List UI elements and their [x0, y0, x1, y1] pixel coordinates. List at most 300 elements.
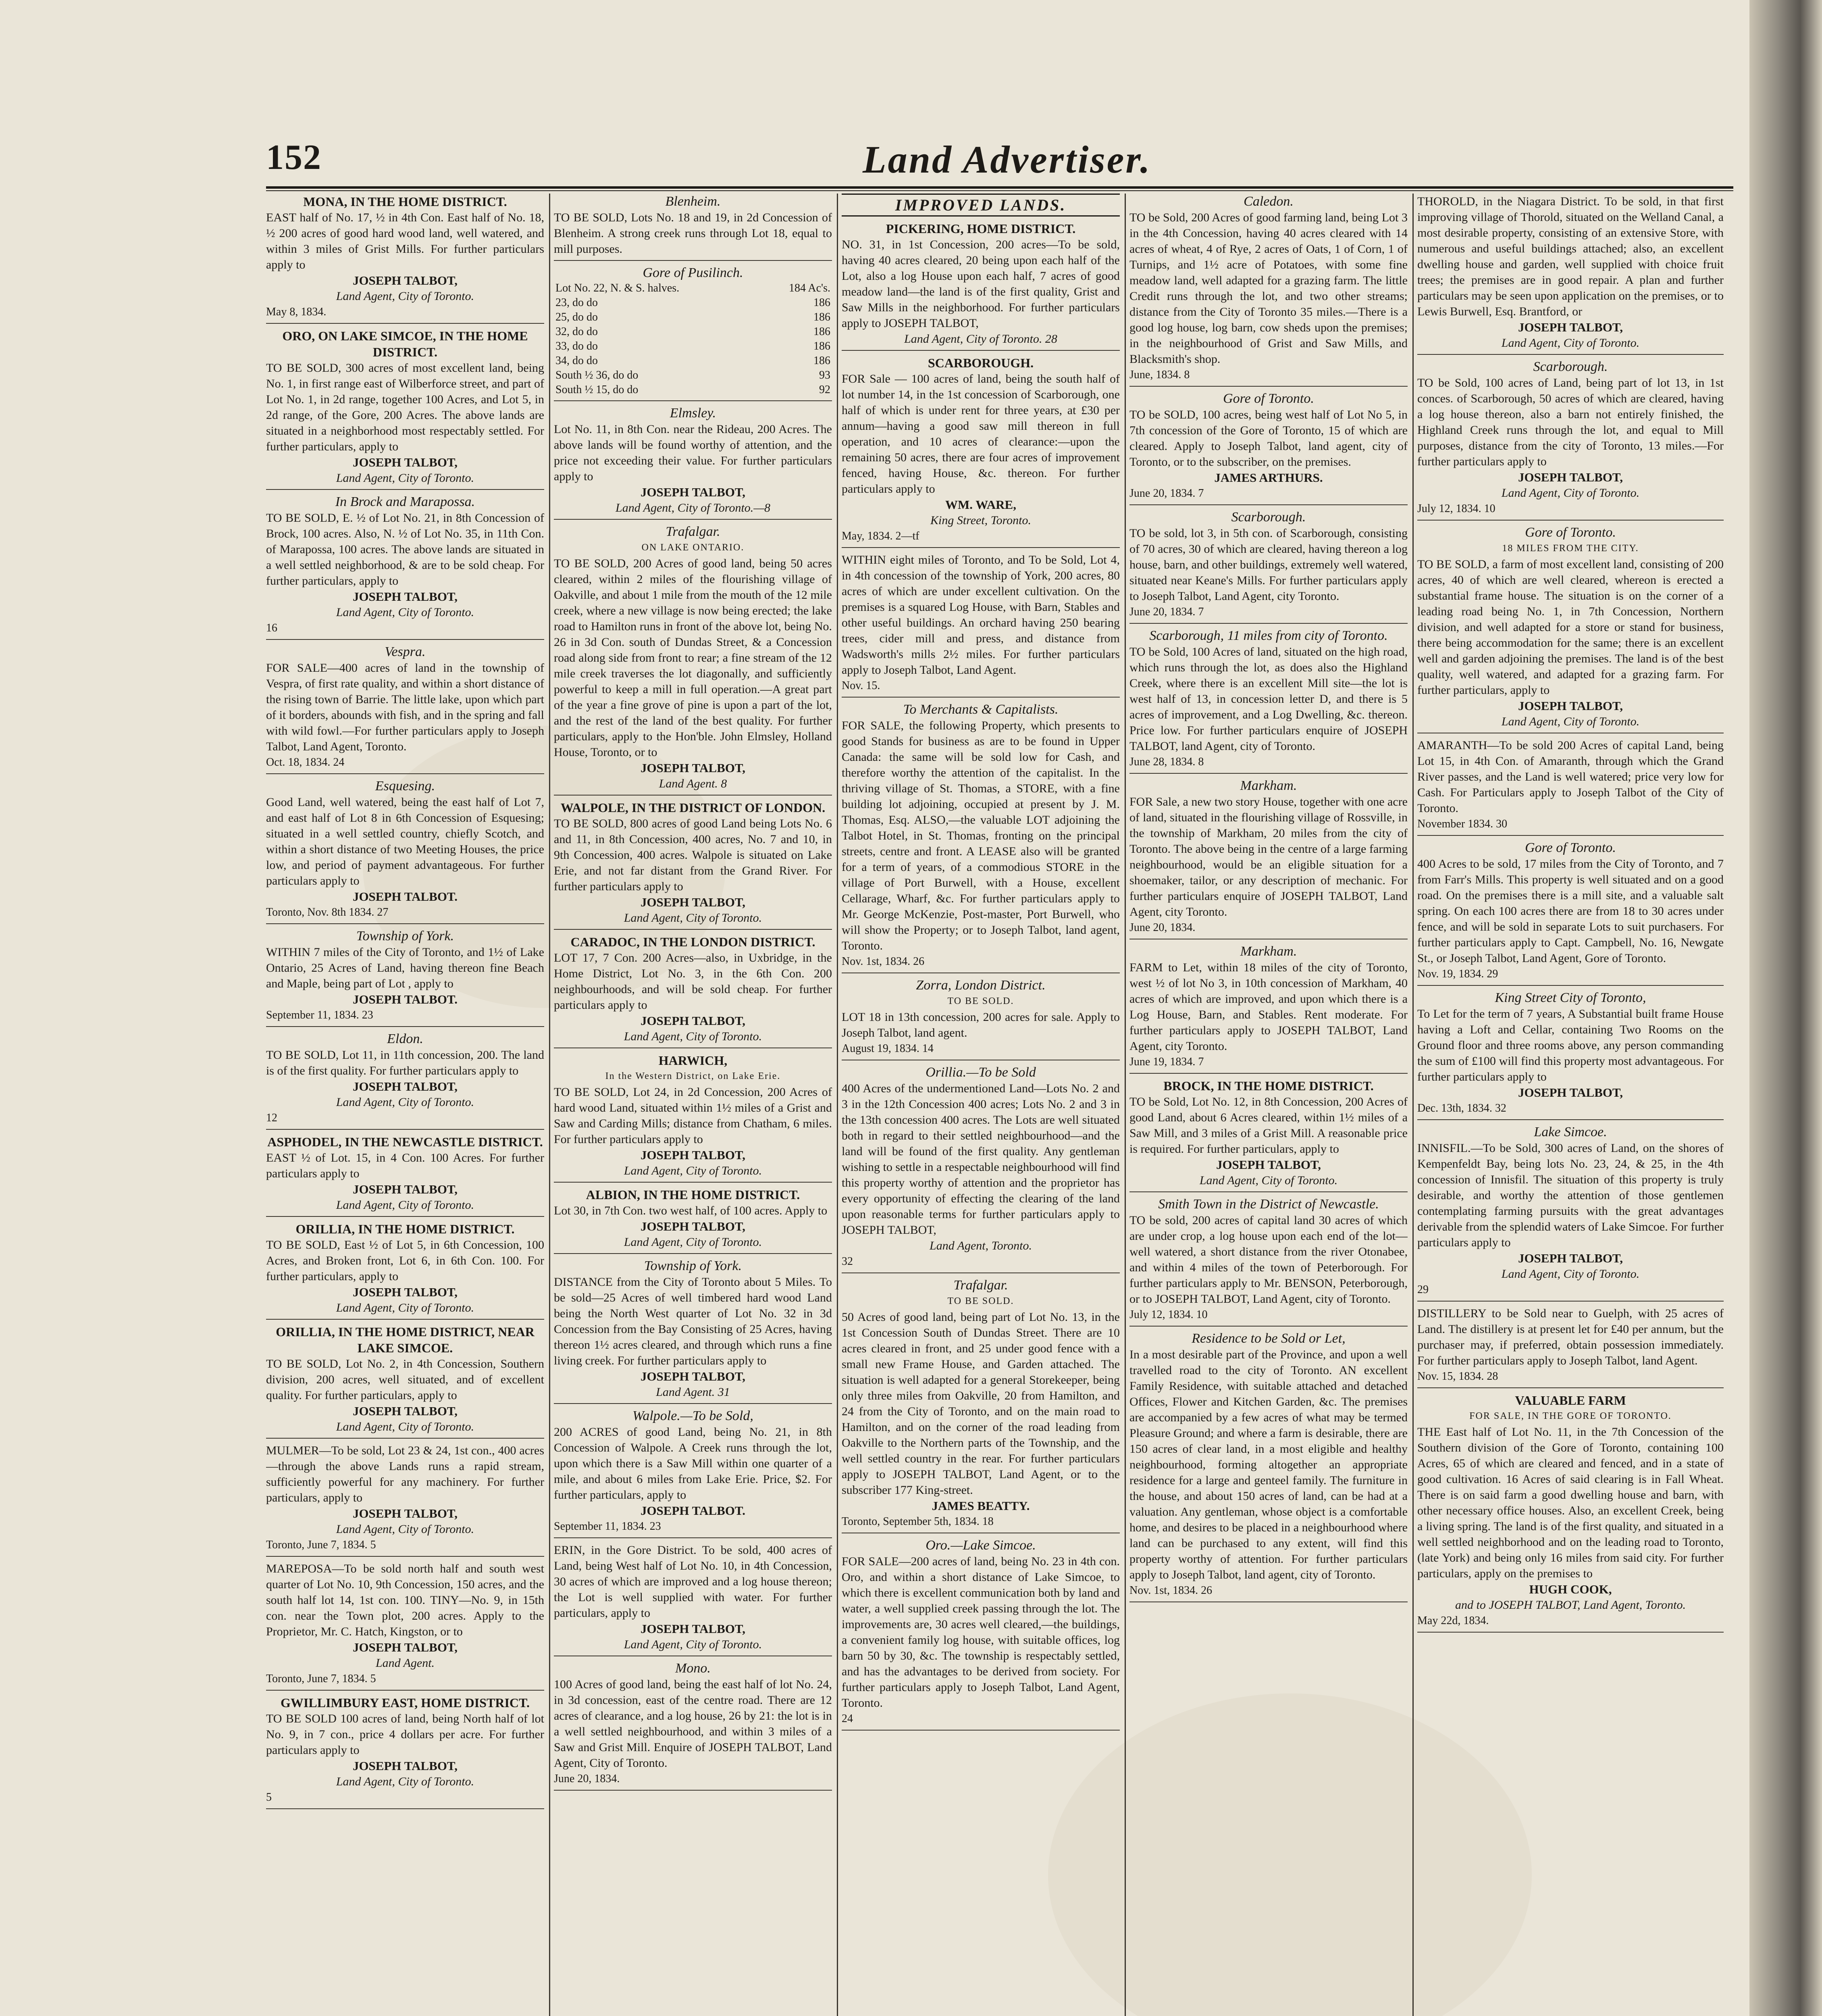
advertisement [266, 328, 544, 486]
running-title: Land Advertiser. [863, 138, 1152, 181]
advertisement [842, 1277, 1120, 1529]
advertisement [266, 494, 544, 636]
ad-agent-line: Land Agent, City of Toronto. [336, 1301, 474, 1314]
ad-agent-line: Land Agent, City of Toronto. [1501, 486, 1640, 500]
advertisement [842, 194, 1120, 347]
ad-agent-line: Land Agent, City of Toronto. [624, 911, 762, 925]
lot-cell: South ½ 36, do do [555, 369, 639, 381]
ad-separator [1129, 386, 1408, 387]
lot-cell: 23, do do [555, 296, 598, 309]
ad-title: Residence to be Sold or Let, [1192, 1331, 1346, 1346]
ad-title: Eldon. [387, 1031, 423, 1046]
advertisement [1129, 628, 1408, 770]
advertisement [554, 524, 832, 791]
ad-body: TO BE SOLD, E. ½ of Lot No. 21, in 8th Concession of Brock, 100 acres. Also, N. ½ of Lot No. 35, in 11th Con. of Marapossa, 100 acres. The above lands are situated in a well settled neighborhood, & are to be sold cheap. For further particulars, apply to [266, 511, 544, 587]
ad-title: Oro.—Lake Simcoe. [926, 1538, 1036, 1553]
ad-separator [554, 260, 832, 261]
masthead [266, 137, 1741, 185]
ad-agent-line: Land Agent, City of Toronto. [624, 1235, 762, 1249]
ad-date-line: June 19, 1834. 7 [1129, 1056, 1204, 1068]
ad-date-line: Nov. 15, 1834. 28 [1417, 1370, 1498, 1383]
lot-cell: 93 [819, 369, 830, 381]
ad-body: TO be Sold, 100 Acres of land, situated on the high road, which runs through the lot, as does also the Highland Creek, where there is an excellent Mill site—the lot is west half of 13, in concession letter D, and there is 5 acres of improvement, and a Log Dwelling, &c. thereon. Price low. For further particulars enquire of JOSEPH TALBOT, land Agent, city of Toronto. [1129, 645, 1408, 753]
ad-title: PICKERING, HOME DISTRICT. [886, 221, 1076, 236]
ad-subtitle: 18 MILES FROM THE CITY. [1502, 543, 1639, 554]
lot-cell: 186 [813, 311, 830, 323]
ad-separator [1417, 835, 1724, 836]
ad-body: WITHIN eight miles of Toronto, and To be Sold, Lot 4, in 4th concession of the township of York, 200 acres, 80 acres of which are under excellent cultivation. On the premises is a squared Log House, with Barn, Stables and other useful buildings. An orchard having 250 bearing trees, cider mill and press, and distance from Wadsworth's mills 2½ miles. For further particulars apply to Joseph Talbot, Land Agent. [842, 553, 1120, 677]
ad-date-line: Toronto, Nov. 8th 1834. 27 [266, 906, 389, 918]
ad-title: Gore of Toronto. [1525, 525, 1616, 540]
ad-title: Elmsley. [670, 406, 716, 421]
lot-cell: 184 Ac's. [788, 282, 830, 294]
lot-cell: 34, do do [555, 354, 598, 367]
ad-date-line: September 11, 1834. 23 [266, 1009, 373, 1021]
page-number: 152 [266, 138, 322, 177]
ad-separator [1417, 354, 1724, 355]
ad-separator [1129, 1326, 1408, 1327]
ad-signature: WM. WARE, [945, 498, 1016, 512]
ad-subtitle: TO BE SOLD. [947, 1296, 1014, 1306]
ad-title: Esquesing. [375, 779, 435, 793]
ad-body: DISTILLERY to be Sold near to Guelph, with 25 acres of Land. The distillery is at present let for £40 per annum, but the purchaser may, if preferred, obtain possession immediately. For further particulars apply to Joseph Talbot, land Agent. [1417, 1307, 1724, 1367]
ad-separator [266, 1129, 544, 1130]
ad-body: TO BE SOLD, 800 acres of good Land being Lots No. 6 and 11, in 8th Concession, 400 acres, No. 7 and 10, in 9th Concession, 400 acres. Walpole is situated on Lake Erie, and not far distant from the Grand River. For further particulars apply to [554, 817, 832, 893]
ad-title: Zorra, London District. [916, 978, 1046, 993]
ad-separator [554, 1253, 832, 1254]
column-3 [842, 194, 1120, 2016]
ad-body: TO be sold, lot 3, in 5th con. of Scarborough, consisting of 70 acres, 30 of which are cleared, having thereon a log house, barn, and other buildings, extremely well watered, situated near Keane's Mills. For further particulars apply to Joseph Talbot, Land Agent, city Toronto. [1129, 527, 1408, 603]
ad-title: Scarborough. [1533, 359, 1608, 374]
ad-date-line: November 1834. 30 [1417, 818, 1508, 830]
ad-body: TO be Sold, Lot No. 12, in 8th Concession, 200 Acres of good Land, about 6 Acres cleared, within 1½ miles of a Saw Mill, and 3 miles of a Grist Mill. A reasonable price is required. For further particulars, apply to [1129, 1095, 1408, 1156]
ad-body: TO BE SOLD, a farm of most excellent land, consisting of 200 acres, 40 of which are well cleared, whereon is erected a substantial frame house. The situation is on the corner of a leading road being No. 1, in 7th Concession, Northern division, and well adapted for a store or stand for business, there being accommodation for the same; there is an excellent well and garden adjoining the premises. The land is of the best quality, well watered, and adapted for a grazing farm. For further particulars, apply to [1417, 558, 1724, 697]
advertisement [842, 1537, 1120, 1727]
ad-date-line: 24 [842, 1712, 853, 1725]
ad-date-line: Dec. 13th, 1834. 32 [1417, 1102, 1506, 1114]
column-rule [549, 194, 550, 2016]
ad-date-line: Toronto, September 5th, 1834. 18 [842, 1515, 994, 1528]
advertisement [1129, 194, 1408, 383]
ad-title: Gore of Toronto. [1525, 840, 1616, 855]
ad-title: Walpole.—To be Sold, [632, 1408, 753, 1423]
ad-body: FOR Sale — 100 acres of land, being the south half of lot number 14, in the 1st concession of Scarborough, one half of which is under rent for three years, at £30 per annum—having a good saw mill thereon in full operation, and 10 acres of clearance:—upon the remaining 50 acres, there are four acres of improvement fenced, having House, &c. thereon. For further particulars apply to [842, 372, 1120, 496]
advertisement [1129, 943, 1408, 1070]
advertisement [1417, 840, 1724, 982]
ad-date-line: June 28, 1834. 8 [1129, 756, 1204, 768]
ad-body: INNISFIL.—To be Sold, 300 acres of Land, on the shores of Kempenfeldt Bay, being lots No. 23, 24, & 25, in the 4th concession of Innisfil. The situation of this property is truly desirable, and worthy the attention of those gentlemen contemplating farming pursuits with the great advantages derivable from the splendid waters of Lake Simcoe. For further particulars apply to [1417, 1141, 1724, 1249]
lot-cell: 25, do do [555, 311, 598, 323]
ad-signature: JOSEPH TALBOT, [352, 1182, 458, 1196]
advertisement [266, 1031, 544, 1126]
ad-title: ORO, ON LAKE SIMCOE, IN THE HOME DISTRICT. [282, 329, 528, 359]
ad-date-line: 12 [266, 1112, 277, 1124]
ad-title: Markham. [1240, 778, 1297, 793]
ad-date-line: August 19, 1834. 14 [842, 1042, 934, 1055]
lot-cell: 186 [813, 340, 830, 352]
ad-date-line: June 20, 1834. 7 [1129, 487, 1204, 500]
ad-body: 400 Acres to be sold, 17 miles from the City of Toronto, and 7 from Farr's Mills. This property is well situated and on a good road. On the premises there is a mill site, and a valuable salt spring. On each 100 acres there are from 18 to 30 acres under fence, and will be sold in separate Lots to suit purchasers. For further particulars apply to Capt. Campbell, No. 16, Newgate St., or Joseph Talbot, Land Agent, Gore of Toronto. [1417, 857, 1724, 965]
ad-agent-line: Land Agent. 31 [656, 1385, 730, 1399]
ad-body: MULMER—To be sold, Lot 23 & 24, 1st con., 400 acres—through the above Lands runs a rapid stream, sufficiently powerful for any machinery. For further particulars, apply to [266, 1444, 544, 1504]
ad-body: ERIN, in the Gore District. To be sold, 400 acres of Land, being West half of Lot No. 10, in 4th Concession, 30 acres of which are improved and a log house thereon; the Lot is well supplied with water. For further particulars, apply to [554, 1543, 832, 1620]
ad-body: To Let for the term of 7 years, A Substantial built frame House having a Loft and Cellar, containing Two Rooms on the Ground floor and three rooms above, any person commanding the sum of £100 will find this property most advantageous. For further particulars apply to [1417, 1007, 1724, 1083]
ad-agent-line: Land Agent, City of Toronto. [336, 471, 474, 485]
ad-separator [1417, 1119, 1724, 1120]
lot-row [554, 310, 832, 325]
ad-signature: JOSEPH TALBOT. [640, 1504, 746, 1518]
ad-date-line: Toronto, June 7, 1834. 5 [266, 1539, 376, 1551]
advertisement [266, 644, 544, 770]
ad-separator [554, 795, 832, 796]
ad-separator [842, 547, 1120, 548]
ad-separator [554, 1182, 832, 1183]
ad-title: Blenheim. [665, 194, 721, 209]
ad-body: LOT 17, 7 Con. 200 Acres—also, in Uxbridge, in the Home District, Lot No. 3, in the 6th Con. 200 neighbourhoods, and will be sold cheap. For further particulars apply to [554, 951, 832, 1012]
ad-title: Gore of Pusilinch. [643, 265, 743, 280]
ad-date-line: June, 1834. 8 [1129, 369, 1190, 381]
lot-cell: 33, do do [555, 340, 598, 352]
ad-agent-line: Land Agent, City of Toronto. [624, 1164, 762, 1177]
ad-title: Vespra. [385, 644, 426, 659]
ad-date-line: May 22d, 1834. [1417, 1614, 1489, 1627]
ad-agent-line: Land Agent, City of Toronto. 28 [904, 332, 1057, 346]
lot-cell: 186 [813, 325, 830, 338]
advertisement [842, 702, 1120, 969]
lot-cell: 186 [813, 296, 830, 309]
ad-agent-line: Land Agent, City of Toronto. [336, 1095, 474, 1109]
ad-separator [266, 1690, 544, 1691]
ad-separator [266, 1026, 544, 1027]
ad-title: Mono. [675, 1661, 711, 1676]
column-1 [266, 194, 544, 2016]
ad-body: FOR Sale, a new two story House, together with one acre of land, situated in the flourishing village of Rossville, in the township of Markham, 20 miles from the city of Toronto. The above being in the centre of a large farming neighbourhood, would be an eligible situation for a shoemaker, tailor, or any description of mechanic. For further particulars enquire of JOSEPH TALBOT, Land Agent, city Toronto. [1129, 795, 1408, 918]
ad-agent-line: Land Agent, City of Toronto. [336, 1420, 474, 1433]
ad-signature: JOSEPH TALBOT, [640, 485, 746, 499]
ad-agent-line: Land Agent, City of Toronto. [1199, 1174, 1338, 1187]
ad-body: FOR SALE—200 acres of land, being No. 23 in 4th con. Oro, and within a short distance of Lake Simcoe, to which there is excellent communication both by land and water, a well supplied creek passing through the lot. The improvements are, 30 acres well cleared,—the buildings, a convenient family log house, with suitable offices, log barn 50 by 30, &c. The township is respectably settled, and has the advantages to be derived from society. For further particulars apply to Joseph Talbot, Land Agent, Toronto. [842, 1555, 1120, 1710]
advertisement [266, 928, 544, 1023]
ad-subtitle: ON LAKE ONTARIO. [641, 542, 745, 553]
column-5 [1417, 194, 1724, 2016]
advertisement [1129, 391, 1408, 501]
ad-separator [842, 350, 1120, 351]
ad-title: Lake Simcoe. [1534, 1125, 1607, 1139]
ad-body: Lot 30, in 7th Con. two west half, of 100 acres. Apply to [554, 1204, 828, 1217]
ad-signature: JOSEPH TALBOT, [1518, 1085, 1623, 1100]
column-4 [1129, 194, 1408, 2016]
ad-agent-line: Land Agent, City of Toronto. [1501, 1267, 1640, 1281]
ad-subtitle: TO BE SOLD. [947, 996, 1014, 1006]
ad-title: VALUABLE FARM [1515, 1393, 1626, 1408]
ad-body: EAST half of No. 17, ½ in 4th Con. East half of No. 18, ½ 200 acres of good hard wood land, well watered, and within 3 miles of Grist Mills. For further particulars apply to [266, 211, 544, 271]
lot-row [554, 383, 832, 397]
ad-separator [266, 323, 544, 324]
ad-title: WALPOLE, IN THE DISTRICT OF LONDON. [560, 800, 826, 815]
ad-body: FOR SALE, the following Property, which presents to good Stands for business as are to be found in Upper Canada: the same will be sold low for Cash, and therefore worthy the attention of the capitalist. In the thriving village of St. Thomas, a STORE, with a fine building lot adjoining, occupied at present by J. M. Thomas, Esq. ALSO,—the valuable LOT adjoining the Talbot Hotel, in St. Thomas, fronting on the principal streets, centre and front. A LEASE also will be granted for a term of years, of a commodious STORE in the village of Port Burwell, with a House, excellent Cellarage, Wharf, &c. For further particulars apply to Mr. George McKenzie, Post-master, Port Burwell, who will show the Property; or to Joseph Talbot, land agent, Toronto. [842, 719, 1120, 952]
ad-title: SCARBOROUGH. [928, 356, 1034, 370]
ad-separator [266, 1216, 544, 1217]
ad-title: Caledon. [1244, 194, 1294, 209]
ad-agent-line: Land Agent. [375, 1656, 435, 1670]
ad-signature: JOSEPH TALBOT, [352, 1759, 458, 1773]
ad-title: BROCK, IN THE HOME DISTRICT. [1163, 1079, 1374, 1093]
ad-separator [266, 639, 544, 640]
advertisement [1129, 778, 1408, 935]
ad-title: ORILLIA, IN THE HOME DISTRICT. [295, 1222, 515, 1236]
ad-title: HARWICH, [658, 1053, 728, 1068]
ad-body: EAST ½ of Lot. 15, in 4 Con. 100 Acres. For further particulars apply to [266, 1151, 544, 1180]
lot-cell: 32, do do [555, 325, 598, 338]
ad-separator [1129, 504, 1408, 505]
ad-signature: JOSEPH TALBOT, [1518, 320, 1623, 334]
ad-title: CARADOC, IN THE LONDON DISTRICT. [570, 935, 815, 949]
ad-title: Trafalgar. [953, 1278, 1008, 1293]
ad-body: TO BE SOLD, 200 Acres of good land, being 50 acres cleared, within 2 miles of the flourishing village of Oakville, and about 1 mile from the mouth of the 12 mile creek, where a new village is now being erected; the lake road to Hamilton runs in front of the above lot, being No. 26 in 3d Con. south of Dundas Street, & a Concession road along side from front to rear; a fine stream of the 12 mile creek traverses the lot diagonally, and sufficiently powerful to keep a mill in full operation.—A great part of the year a fine grove of pine is upon a part of the lot, and the rest of the land of the best quality. For further particulars, apply to the Hon'ble. John Elmsley, Holland House, Toronto, or to [554, 557, 832, 759]
ad-agent-line: King Street, Toronto. [930, 514, 1032, 527]
advertisement [1417, 737, 1724, 832]
ad-agent-line: Land Agent, City of Toronto. [624, 1638, 762, 1651]
ad-separator [842, 1272, 1120, 1273]
advertisement [554, 800, 832, 926]
advertisement [1129, 509, 1408, 620]
ad-title: Smith Town in the District of Newcastle. [1158, 1197, 1379, 1212]
ad-agent-line: Land Agent, City of Toronto. [336, 1775, 474, 1788]
ad-date-line: Nov. 1st, 1834. 26 [842, 955, 925, 968]
ad-signature: JOSEPH TALBOT, [640, 1219, 746, 1233]
ad-signature: JOSEPH TALBOT, [1518, 1251, 1623, 1265]
ad-body: TO be sold, 200 acres of capital land 30 acres of which are under crop, a log house upon each end of the lot—well watered, a short distance from the river Otonabee, and within 4 miles of the town of Peterborough. For further particulars apply to Mr. BENSON, Peterborough, or to JOSEPH TALBOT, Land Agent, city of Toronto. [1129, 1214, 1408, 1306]
advertisement [1417, 990, 1724, 1116]
ad-separator [554, 1403, 832, 1404]
ad-signature: JOSEPH TALBOT, [640, 761, 746, 775]
advertisement [554, 1052, 832, 1179]
advertisement [554, 1187, 832, 1250]
advertisement [554, 405, 832, 516]
advertisement [1417, 1306, 1724, 1384]
ad-body: TO BE SOLD 100 acres of land, being North half of lot No. 9, in 7 con., price 4 dollars per acre. For further particulars apply to [266, 1712, 544, 1757]
advertisement [1417, 525, 1724, 729]
ad-agent-line: Land Agent, City of Toronto. [336, 1522, 474, 1536]
ad-date-line: July 12, 1834. 10 [1417, 502, 1495, 515]
ad-separator [554, 929, 832, 930]
ad-separator [266, 489, 544, 490]
ad-signature: JOSEPH TALBOT, [640, 1622, 746, 1636]
ad-signature: JOSEPH TALBOT, [640, 895, 746, 909]
ad-signature: JOSEPH TALBOT, [352, 1079, 458, 1093]
masthead-rule [266, 186, 1733, 189]
ad-agent-line: Land Agent, City of Toronto. [1501, 715, 1640, 728]
advertisement [842, 1064, 1120, 1269]
advertisement [842, 977, 1120, 1056]
ad-separator [266, 923, 544, 924]
ad-separator [1129, 773, 1408, 774]
ad-body: TO be Sold, 100 acres of Land, being part of lot 13, in 1st conces. of Scarborough, 50 acres of which are cleared, having a log house thereon, also a barn not entirely finished, the Highland Creek runs through the lot, and equal to Mill purposes, distance from the city of Toronto, 13 miles.—For further particulars apply to [1417, 376, 1724, 468]
ad-title: GWILLIMBURY EAST, HOME DISTRICT. [281, 1695, 530, 1710]
ad-title: Scarborough, 11 miles from city of Toronto. [1149, 628, 1388, 643]
ad-body: THE East half of Lot No. 11, in the 7th Concession of the Southern division of the Gore of Toronto, containing 100 Acres, 65 of which are cleared and fenced, and in a state of good cultivation. 16 Acres of said clearing is in Fall Wheat. There is on said farm a good dwelling house and barn, with other necessary office houses. Also, an excellent Creek, being a living spring. The land is of the first quality, and situated in a well settled neighborhood and on the leading road to Toronto, (late York) and being only 16 miles from said city. For further particulars, apply on the premises to [1417, 1425, 1724, 1580]
ad-separator [266, 1556, 544, 1557]
ad-title: Township of York. [356, 929, 454, 943]
ad-title: Township of York. [644, 1258, 742, 1273]
lot-row [554, 339, 832, 354]
ad-agent-line: Land Agent, City of Toronto. [336, 1198, 474, 1212]
ad-signature: JOSEPH TALBOT, [640, 1369, 746, 1383]
ad-date-line: June 20, 1834. [554, 1772, 620, 1785]
advertisement [554, 1542, 832, 1652]
ad-body: Lot No. 11, in 8th Con. near the Rideau, 200 Acres. The above lands will be found worthy of attention, and the price not exceeding their value. For further particulars apply to [554, 423, 832, 483]
ad-date-line: July 12, 1834. 10 [1129, 1308, 1208, 1321]
ad-separator [1129, 623, 1408, 624]
advertisement [1417, 1124, 1724, 1297]
ad-body: LOT 18 in 13th concession, 200 acres for sale. Apply to Joseph Talbot, land agent. [842, 1010, 1120, 1039]
ad-separator [554, 519, 832, 520]
advertisement [266, 1134, 544, 1213]
ad-signature: JOSEPH TALBOT, [352, 1640, 458, 1654]
ad-agent-line: Land Agent, City of Toronto.—8 [616, 501, 770, 514]
ad-signature: JAMES ARTHURS. [1214, 471, 1323, 485]
ad-title: Gore of Toronto. [1223, 391, 1314, 406]
ad-title: ALBION, IN THE HOME DISTRICT. [586, 1187, 800, 1202]
ad-body: MAREPOSA—To be sold north half and south west quarter of Lot No. 10, 9th Concession, 150 acres, and the south half lot 14, 1st con. 100. TINY—No. 9, in 15th con. near the Town plot, 200 acres. Apply to the Proprietor, Mr. C. Hatch, Kingston, or to [266, 1562, 544, 1638]
ad-body: TO BE SOLD, Lot 24, in 2d Concession, 200 Acres of hard wood Land, situated within 1½ miles of a Grist and Saw and Carding Mills; distance from Chatham, 6 miles. For further particulars apply to [554, 1085, 832, 1146]
advertisement [1129, 1196, 1408, 1322]
column-rule [837, 194, 838, 2016]
advertisement [842, 355, 1120, 544]
ad-body: 400 Acres of the undermentioned Land—Lots No. 2 and 3 in the 12th Concession 400 acres; Lots No. 2 and 3 in the 13th concession 400 acres. The Lots are well situated both in regard to their settled neighbourhood—and the land will be found of the first quality. Any gentleman wishing to settle in a respectable neighbourhood will find this property worthy of attention and the proprietor has every opportunity of effecting the clearing of the land upon reasonable terms for further particulars apply to JOSEPH TALBOT, [842, 1082, 1120, 1237]
ad-body: TO BE SOLD, 300 acres of most excellent land, being No. 1, in first range east of Wilberforce street, and part of Lot No. 1, in 2d range, together 100 Acres, and Lot 5, in 2d range, of the Gore, 200 Acres. The above lands are situated in a neighborhood most respectably settled. For further particulars, apply to [266, 361, 544, 453]
column-2 [554, 194, 832, 2016]
ad-signature: JOSEPH TALBOT. [352, 889, 458, 904]
advertisement [1417, 1392, 1724, 1629]
ad-date-line: 16 [266, 622, 277, 634]
lot-row [554, 296, 832, 310]
ad-body: 200 ACRES of good Land, being No. 21, in 8th Concession of Walpole. A Creek runs through the lot, upon which there is a Saw Mill within one quarter of a mile, and about 6 miles from Lake Erie. Price, $2. For further particulars, apply to [554, 1425, 832, 1502]
ad-agent-line: Land Agent, City of Toronto. [336, 606, 474, 619]
advertisement [1417, 194, 1724, 351]
ad-body: FARM to Let, within 18 miles of the city of Toronto, west ½ of lot No 3, in 10th concession of Markham, 40 acres of which are improved, and upon which there is a Log House, Barn, and Stables. Rent moderate. For further particulars apply to JOSEPH TALBOT, Land Agent, city Toronto. [1129, 961, 1408, 1053]
advertisement [1417, 359, 1724, 516]
ad-date-line: June 20, 1834. [1129, 921, 1196, 934]
ad-date-line: June 20, 1834. 7 [1129, 606, 1204, 618]
ad-title: MONA, IN THE HOME DISTRICT. [303, 194, 507, 209]
ad-separator [554, 1537, 832, 1538]
ad-signature: JOSEPH TALBOT, [352, 1506, 458, 1520]
lot-table [554, 281, 832, 397]
ad-separator [842, 1730, 1120, 1731]
ad-body: TO BE SOLD, Lots No. 18 and 19, in 2d Concession of Blenheim. A strong creek runs through Lot 18, equal to mill purposes. [554, 211, 832, 256]
page-binding-edge [1749, 0, 1822, 2016]
ad-body: TO be SOLD, 100 acres, being west half of Lot No 5, in 7th concession of the Gore of Toronto, 15 of which are cleared. Apply to Joseph Talbot, land agent, city of Toronto, or to the subscriber, on the premises. [1129, 408, 1408, 469]
ad-title: Markham. [1240, 944, 1297, 959]
lot-cell: South ½ 15, do do [555, 383, 639, 396]
ad-body: TO be Sold, 200 Acres of good farming land, being Lot 3 in the 4th Concession, having 40 acres cleared with 14 acres of wheat, 4 of Rye, 2 acres of Oats, 1 of Corn, 1 of Turnips, and 1½ acre of Potatoes, with some fine meadow land, well adapted for a grazing farm. The little Credit runs through the lot, and two other streams; distance from the City of Toronto 35 miles.—There is a good log house, log barn, cow sheds upon the premises; in the neighbourhood of Grist and Saw Mills, and Blacksmith's shop. [1129, 211, 1408, 366]
lot-row [554, 368, 832, 383]
advertisement [266, 1561, 544, 1687]
advertisement [266, 1324, 544, 1435]
ad-separator [1129, 1191, 1408, 1192]
ad-signature: JOSEPH TALBOT, [352, 1285, 458, 1299]
section-banner: IMPROVED LANDS. [842, 194, 1120, 217]
ad-separator [554, 1790, 832, 1791]
ad-agent-line: Land Agent, City of Toronto. [624, 1030, 762, 1043]
ad-body: TO BE SOLD, Lot No. 2, in 4th Concession, Southern division, 200 acres, well situated, and of excellent quality. For further particulars, apply to [266, 1357, 544, 1402]
ad-separator [554, 400, 832, 401]
ad-agent-line: Land Agent, Toronto. [930, 1239, 1032, 1252]
ad-body: TO BE SOLD, East ½ of Lot 5, in 6th Concession, 100 Acres, and Broken front, Lot 6, in 6th Con. 100. For further particulars, apply to [266, 1238, 544, 1283]
ad-signature: HUGH COOK, [1529, 1582, 1612, 1596]
lot-row [554, 281, 832, 296]
ad-body: 100 Acres of good land, being the east half of lot No. 24, in 3d concession, east of the centre road. There are 12 acres of clearance, and a log house, 26 by 21: the lot is in a well settled neighbourhood, and within 3 miles of a Saw and Grist Mill. Enquire of JOSEPH TALBOT, Land Agent, City of Toronto. [554, 1678, 832, 1770]
advertisement [554, 194, 832, 257]
ad-date-line: Oct. 18, 1834. 24 [266, 756, 345, 768]
ad-date-line: May, 1834. 2—tf [842, 530, 919, 542]
ad-separator [266, 1319, 544, 1320]
ad-signature: JOSEPH TALBOT, [1518, 470, 1623, 484]
ad-agent-line: and to JOSEPH TALBOT, Land Agent, Toronto. [1455, 1598, 1686, 1612]
advertisement [554, 265, 832, 397]
ad-body: In a most desirable part of the Province, and upon a well travelled road to the city of Toronto. AN excellent Family Residence, with suitable attached and detached Offices, Flower and Kitchen Garden, &c. The premises are accompanied by a few acres of what may be termed Pleasure Ground; and where a farm is desirable, there are 150 acres of clear land, in a most eligible and healthy neighbourhood, forming altogether an appropriate residence for a large and genteel family. The furniture in the house, and about 150 acres of land, can be had at a valuation. Any gentleman, whose object is a comfortable home, and desires to be placed in a neighbourhood where land can be purchased to any extent, will find this property worthy of attention. For further particulars apply to Joseph Talbot, land agent, city of Toronto. [1129, 1348, 1408, 1581]
ad-signature: JOSEPH TALBOT, [1216, 1158, 1321, 1172]
ad-separator [842, 697, 1120, 698]
ad-signature: JOSEPH TALBOT, [352, 589, 458, 604]
ad-separator [1417, 1632, 1724, 1633]
lot-cell: Lot No. 22, N. & S. halves. [555, 282, 680, 294]
ad-separator [1417, 985, 1724, 986]
ad-date-line: 5 [266, 1791, 272, 1804]
lot-row [554, 354, 832, 368]
ad-body: THOROLD, in the Niagara District. To be sold, in that first improving village of Thorold, situated on the Welland Canal, a most desirable property, consisting of an extensive Store, with numerous and useful buildings attached; also, an excellent dwelling house and garden, well supplied with choice fruit trees; the premises are in good repair. A plan and further particulars may be seen upon application on the premises, or to Lewis Burwell, Esq. Brantford, or [1417, 195, 1724, 318]
ad-signature: JOSEPH TALBOT, [352, 455, 458, 469]
ad-body: WITHIN 7 miles of the City of Toronto, and 1½ of Lake Ontario, 25 Acres of Land, having thereon fine Beach and Maple, being part of Lot , apply to [266, 946, 544, 990]
ad-body: DISTANCE from the City of Toronto about 5 Miles. To be sold—25 Acres of well timbered hard wood Land being the North West quarter of Lot No. 32 in 3d Concession from the Bay Consisting of 25 Acres, having thereon 1½ acres cleared, and through which runs a fine living creek. For further particulars apply to [554, 1275, 832, 1367]
ad-body: 50 Acres of good land, being part of Lot No. 13, in the 1st Concession South of Dundas Street. There are 10 acres cleared in front, and 25 under good fence with a small new Frame House, and Garden attached. The situation is well adapted for a general Storekeeper, being only three miles from Oakville, 20 from Hamilton, and 24 from the City of Toronto, and on the main road to Hamilton, and on the corner of the road leading from Oakville to the Northern parts of the Township, and the well settled country in the rear. For further particulars apply to JOSEPH TALBOT, Land Agent, or to the subscriber 177 King-street. [842, 1310, 1120, 1497]
ad-separator [266, 773, 544, 774]
ad-body: AMARANTH—To be sold 200 Acres of capital Land, being Lot 15, in 4th Con. of Amaranth, through which the Grand River passes, and the Land is well watered; price very low for Cash. For Particulars apply to Joseph Talbot of the City of Toronto. [1417, 739, 1724, 815]
ad-separator [1129, 1073, 1408, 1074]
ad-title: To Merchants & Capitalists. [903, 702, 1059, 717]
ad-separator [1417, 1387, 1724, 1388]
ad-title: ORILLIA, IN THE HOME DISTRICT, NEAR LAKE SIMCOE. [276, 1325, 535, 1355]
ad-date-line: Nov. 1st, 1834. 26 [1129, 1584, 1213, 1597]
advertisement [266, 1695, 544, 1805]
ad-date-line: May 8, 1834. [266, 306, 327, 318]
ad-title: ASPHODEL, IN THE NEWCASTLE DISTRICT. [267, 1135, 543, 1149]
ad-subtitle: In the Western District, on Lake Erie. [605, 1071, 781, 1081]
ad-title: Orillia.—To be Sold [926, 1065, 1036, 1080]
ad-subtitle: FOR SALE, IN THE GORE OF TORONTO. [1469, 1411, 1672, 1421]
ad-body: TO BE SOLD, Lot 11, in 11th concession, 200. The land is of the first quality. For further particulars apply to [266, 1048, 544, 1077]
advertisement [1129, 1331, 1408, 1598]
ad-date-line: 32 [842, 1255, 853, 1268]
advertisement [1129, 1078, 1408, 1188]
ad-date-line: September 11, 1834. 23 [554, 1520, 661, 1533]
ad-body: NO. 31, in 1st Concession, 200 acres—To be sold, having 40 acres cleared, 20 being upon each half of the Lot, also a log House upon each half, 7 acres of good meadow land—the land is of the first quality, Grist and Saw Mills in the neighborhood. For further particulars apply to JOSEPH TALBOT, [842, 238, 1120, 330]
advertisement [266, 1221, 544, 1316]
advertisement [554, 1258, 832, 1400]
ad-date-line: Toronto, June 7, 1834. 5 [266, 1672, 376, 1685]
ad-title: Scarborough. [1231, 510, 1306, 525]
ad-signature: JOSEPH TALBOT, [640, 1148, 746, 1162]
ad-signature: JOSEPH TALBOT, [1518, 699, 1623, 713]
lot-row [554, 325, 832, 339]
advertisement [554, 1408, 832, 1534]
lot-cell: 186 [813, 354, 830, 367]
ad-separator [266, 1808, 544, 1809]
ad-signature: JOSEPH TALBOT, [352, 273, 458, 287]
lot-cell: 92 [819, 383, 830, 396]
masthead-rule-thin [266, 190, 1733, 191]
